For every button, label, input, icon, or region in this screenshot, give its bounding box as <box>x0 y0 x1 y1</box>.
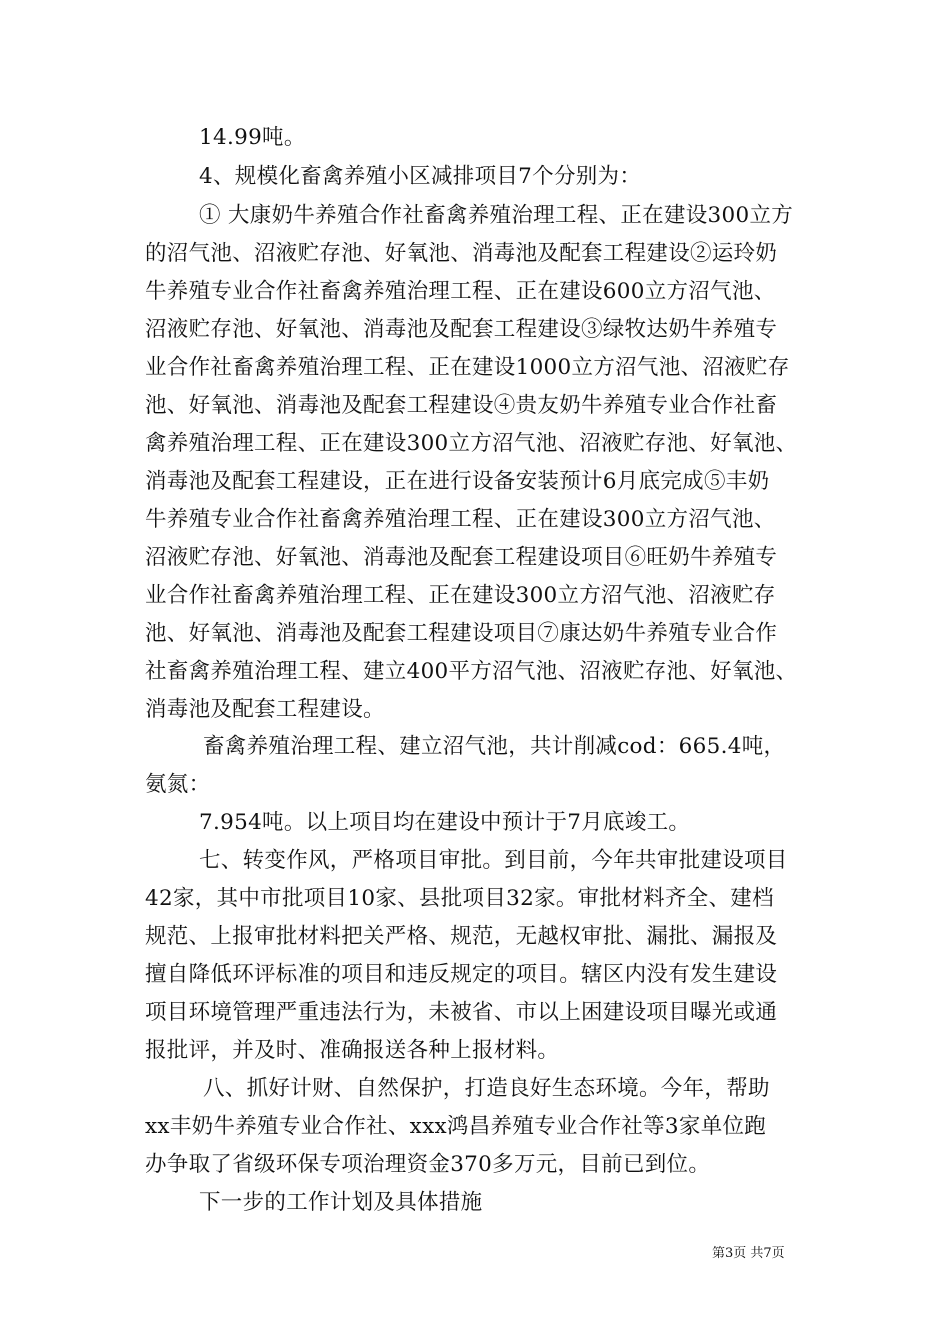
text-line: 牛养殖专业合作社畜禽养殖治理工程、正在建设600立方沼气池、 <box>145 279 776 304</box>
text-line: 项目环境管理严重违法行为，未被省、市以上困建设项目曝光或通 <box>145 1000 778 1025</box>
text-line: 牛养殖专业合作社畜禽养殖治理工程、正在建设300立方沼气池、 <box>145 507 776 532</box>
text-line: 消毒池及配套工程建设，正在进行设备安装预计6月底完成⑤丰奶 <box>145 469 770 494</box>
text-line: 的沼气池、沼液贮存池、好氧池、消毒池及配套工程建设②运玲奶 <box>145 241 778 266</box>
text-line: 氨氮： <box>145 772 211 797</box>
text-line: 擅自降低环评标准的项目和违反规定的项目。辖区内没有发生建设 <box>145 962 778 987</box>
text-line: 畜禽养殖治理工程、建立沼气池，共计削减cod：665.4吨， <box>203 734 786 759</box>
text-line: 池、好氧池、消毒池及配套工程建设项目⑦康达奶牛养殖专业合作 <box>145 621 778 646</box>
text-line: 业合作社畜禽养殖治理工程、正在建设300立方沼气池、沼液贮存 <box>145 583 776 608</box>
text-line: ① 大康奶牛养殖合作社畜禽养殖治理工程、正在建设300立方 <box>199 203 794 228</box>
text-line: 沼液贮存池、好氧池、消毒池及配套工程建设项目⑥旺奶牛养殖专 <box>145 545 778 570</box>
text-line: 14.99吨。 <box>199 125 306 150</box>
text-line: 消毒池及配套工程建设。 <box>145 697 385 722</box>
text-line: 八、抓好计财、自然保护，打造良好生态环境。今年，帮助 <box>203 1076 770 1101</box>
text-line: 下一步的工作计划及具体措施 <box>199 1190 483 1215</box>
text-line: 禽养殖治理工程、正在建设300立方沼气池、沼液贮存池、好氧池、 <box>145 431 798 456</box>
text-line: 42家，其中市批项目10家、县批项目32家。审批材料齐全、建档 <box>145 886 774 911</box>
text-line: 沼液贮存池、好氧池、消毒池及配套工程建设③绿牧达奶牛养殖专 <box>145 317 778 342</box>
text-line: 报批评，并及时、准确报送各种上报材料。 <box>145 1038 560 1063</box>
page-number: 第3页 共7页 <box>712 1246 785 1261</box>
text-line: 7.954吨。以上项目均在建设中预计于7月底竣工。 <box>199 810 691 835</box>
text-line: 七、转变作风，严格项目审批。到目前，今年共审批建设项目 <box>199 848 788 873</box>
text-line: xx丰奶牛养殖专业合作社、xxx鸿昌养殖专业合作社等3家单位跑 <box>145 1114 767 1139</box>
text-line: 社畜禽养殖治理工程、建立400平方沼气池、沼液贮存池、好氧池、 <box>145 659 798 684</box>
text-line: 办争取了省级环保专项治理资金370多万元，目前已到位。 <box>145 1152 711 1177</box>
text-line: 池、好氧池、消毒池及配套工程建设④贵友奶牛养殖专业合作社畜 <box>145 393 778 418</box>
text-line: 规范、上报审批材料把关严格、规范，无越权审批、漏批、漏报及 <box>145 924 778 949</box>
text-line: 4、规模化畜禽养殖小区减排项目7个分别为： <box>199 164 642 189</box>
text-line: 业合作社畜禽养殖治理工程、正在建设1000立方沼气池、沼液贮存 <box>145 355 790 380</box>
